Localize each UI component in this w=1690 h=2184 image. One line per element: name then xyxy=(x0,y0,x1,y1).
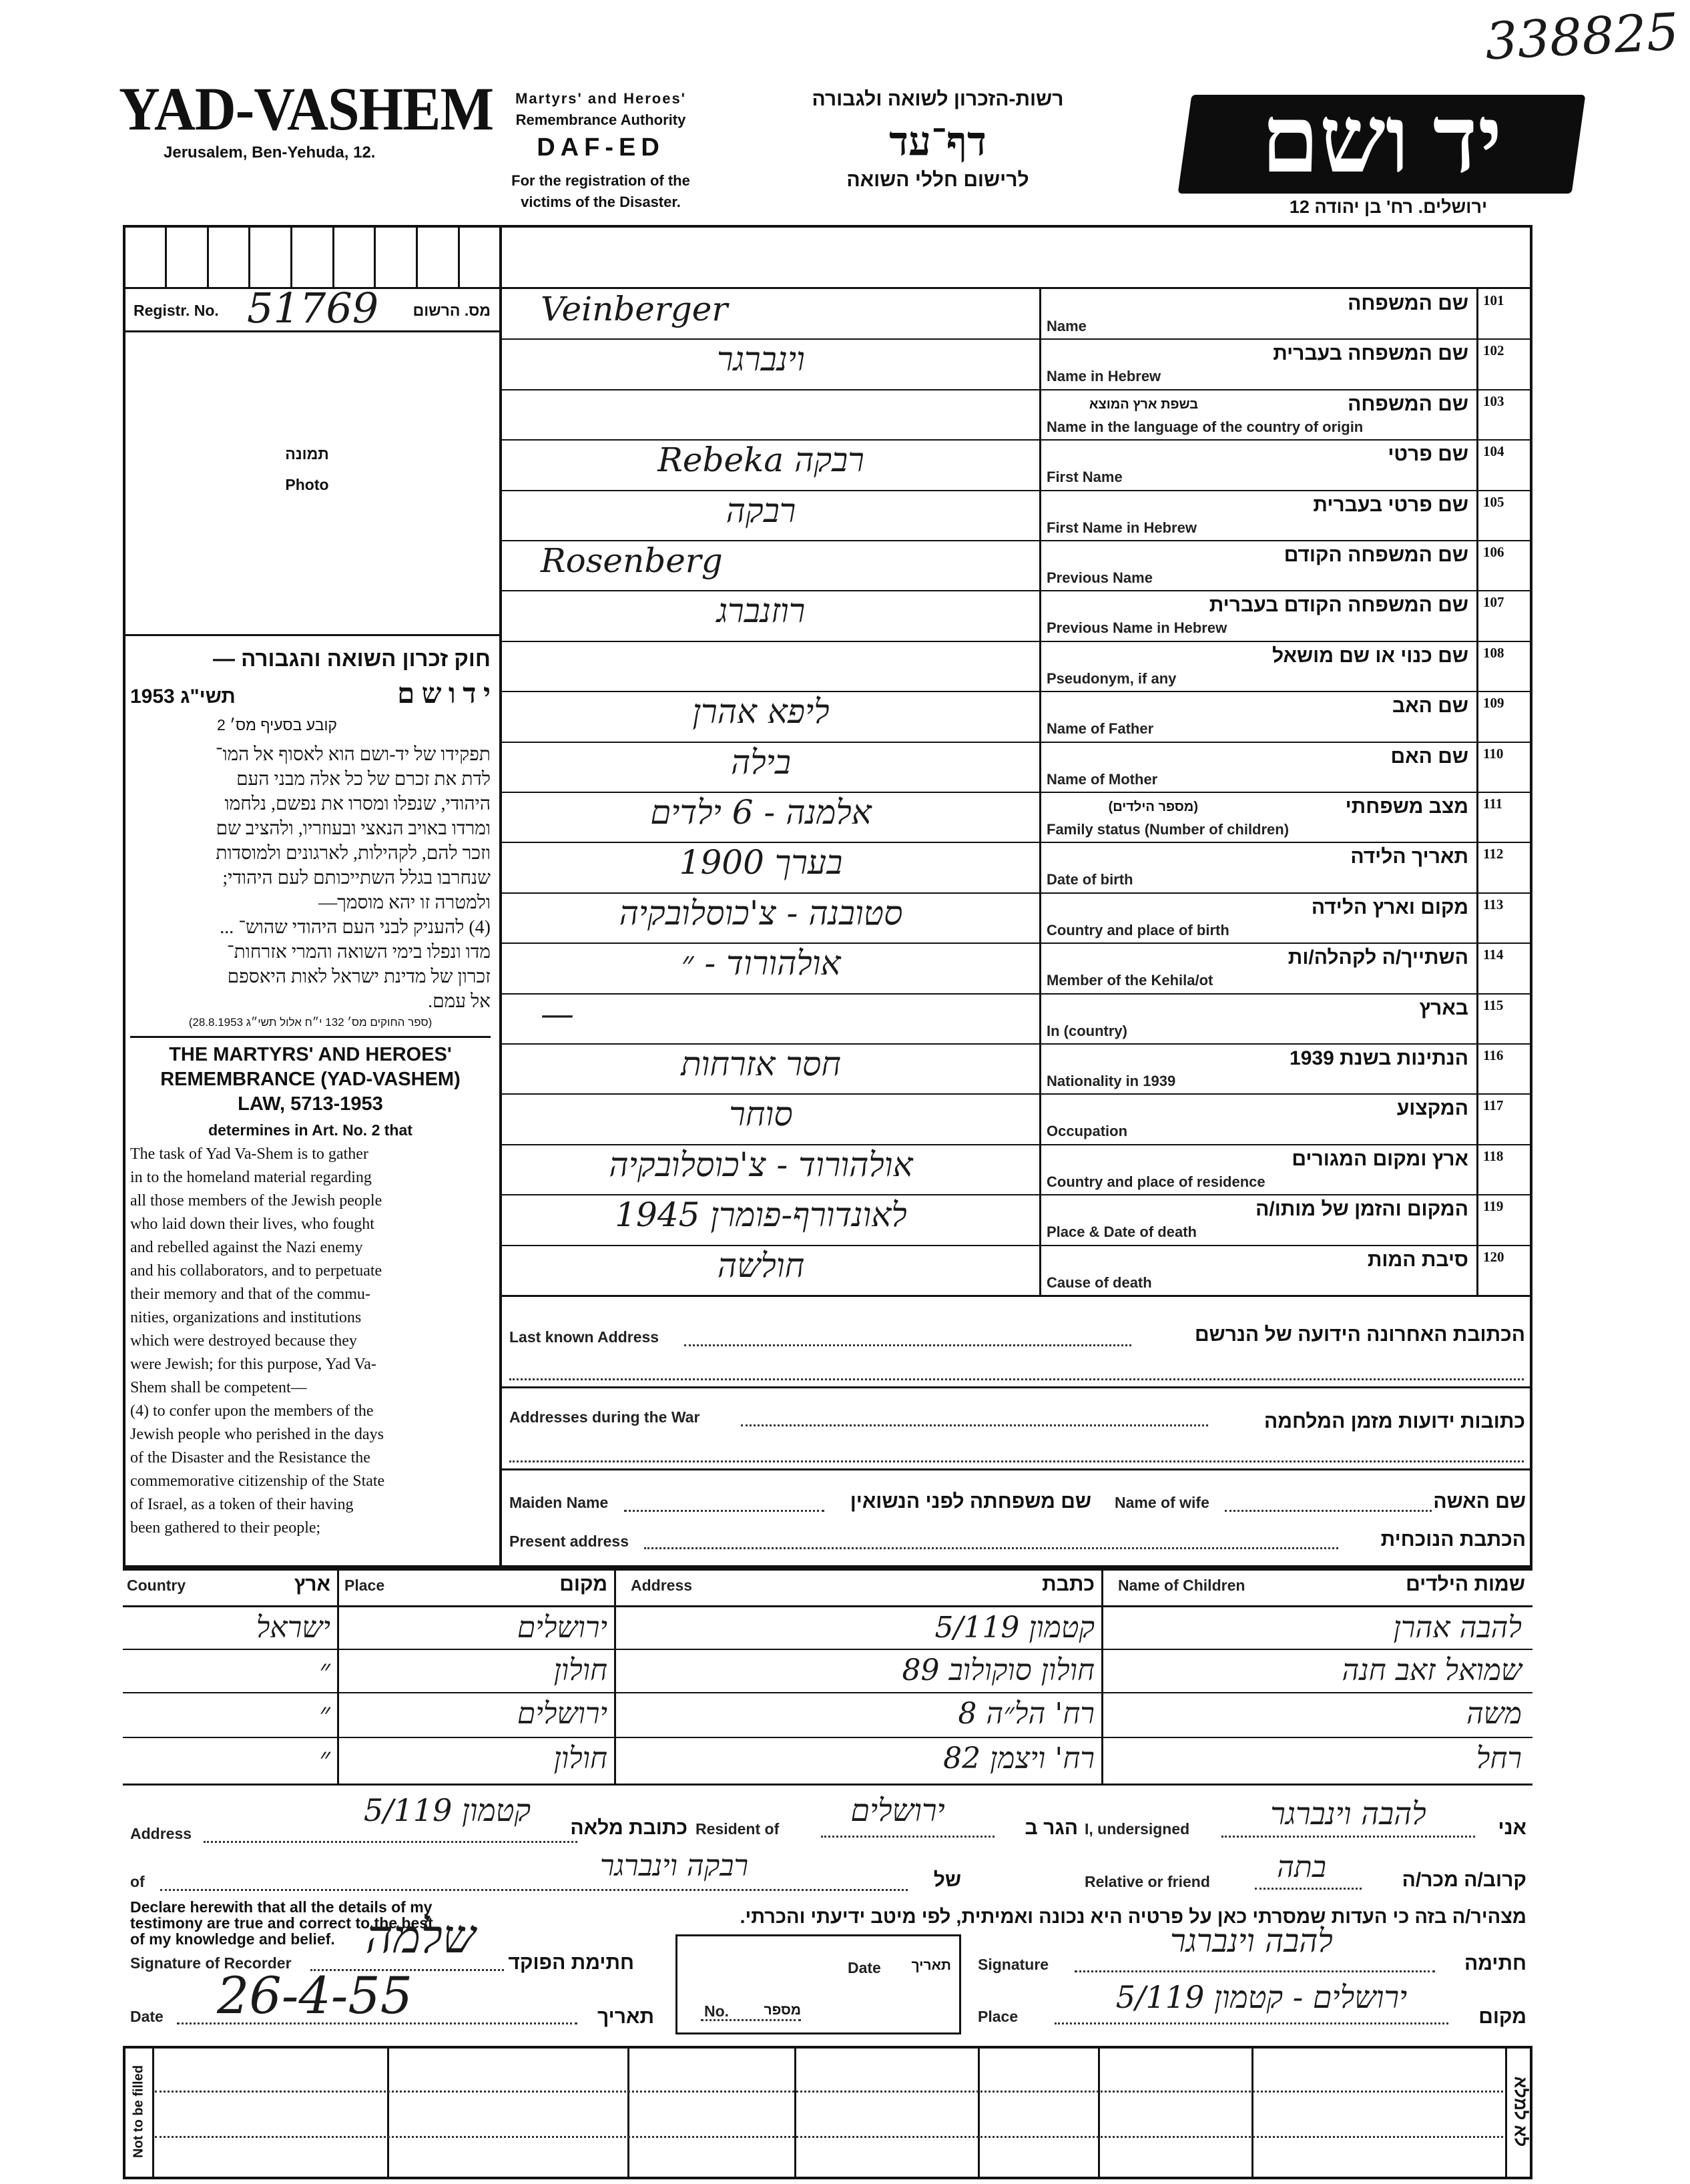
field-value: סטובנה - צ'כוסלובקיה xyxy=(619,894,903,932)
registration-number: 51769 xyxy=(247,284,379,332)
law-divider xyxy=(130,1036,491,1038)
field-label-en: First Name in Hebrew xyxy=(1047,519,1197,536)
field-label-he: שם המשפחה xyxy=(1348,393,1468,415)
field-number: 113 xyxy=(1483,896,1504,912)
reg-box-divider xyxy=(458,225,460,288)
children-name-header: Name of Children xyxy=(1118,1577,1245,1594)
resident-line xyxy=(821,1836,995,1838)
reg-box-divider xyxy=(207,225,209,288)
field-value: ליפא אהרן xyxy=(692,692,830,731)
relative-label: Relative or friend xyxy=(1085,1873,1210,1890)
field-value: חסר אזרחות xyxy=(681,1045,841,1083)
field-label-he: שם האב xyxy=(1392,695,1468,717)
field-row-divider xyxy=(501,641,1532,642)
law-en-line: been gathered to their people; xyxy=(130,1519,321,1537)
office-box-no-label: No. xyxy=(704,2002,730,2020)
field-label-he: שם המשפחה הקודם xyxy=(1284,544,1468,566)
present-address-label: Present address xyxy=(509,1533,629,1550)
children-table-bottom xyxy=(123,1784,1532,1786)
child-name: שמואל זאב חנה xyxy=(1342,1653,1522,1687)
law-name: י ד ו ש ם xyxy=(397,679,491,710)
field-label-en: Member of the Kehila/ot xyxy=(1047,972,1213,989)
maiden-name-line xyxy=(624,1510,824,1512)
field-number: 101 xyxy=(1483,292,1504,308)
field-label-he: שם פרטי xyxy=(1388,443,1468,465)
office-grid-col xyxy=(1251,2046,1253,2179)
children-col-divider xyxy=(337,1568,339,1786)
law-body-en xyxy=(130,1143,491,1540)
law-name-he xyxy=(130,678,491,710)
field-number: 110 xyxy=(1483,746,1504,762)
wife-name-label: Name of wife xyxy=(1115,1494,1209,1511)
field-value: לאונדורף-פומרן 1945 xyxy=(615,1195,907,1234)
field-label-he: שם האם xyxy=(1390,746,1468,768)
of-label: of xyxy=(130,1873,145,1890)
child-address: חולון סוקולוב 89 xyxy=(902,1653,1095,1687)
office-grid-col xyxy=(152,2046,154,2179)
law-en-line: all those members of the Jewish people xyxy=(130,1192,382,1209)
field-number: 106 xyxy=(1483,544,1504,560)
child-name: להבה אהרן xyxy=(1393,1611,1522,1645)
authority-english xyxy=(481,88,721,131)
field-label-en: Previous Name in Hebrew xyxy=(1047,619,1227,636)
law-en-line: Jewish people who perished in the days xyxy=(130,1426,384,1443)
maiden-name-label-he: שם משפחתה לפני הנשואין xyxy=(850,1490,1091,1513)
law-en-line: of Israel, as a token of their having xyxy=(130,1496,354,1513)
authority-hebrew: רשות-הזכרון לשואה ולגבורה xyxy=(812,88,1064,110)
field-label-en: Family status (Number of children) xyxy=(1047,821,1290,838)
present-address-line xyxy=(644,1547,1338,1549)
child-name: משה xyxy=(1466,1697,1522,1731)
logo-hebrew: יד ושם xyxy=(1261,89,1502,192)
child-country: ״ xyxy=(319,1697,330,1731)
child-place: ירושלים xyxy=(517,1697,607,1731)
field-label-he: סיבת המות xyxy=(1367,1249,1468,1271)
purpose-line-2: victims of the Disaster. xyxy=(521,194,681,210)
field-number: 117 xyxy=(1483,1097,1504,1113)
field-label-en: First Name xyxy=(1047,469,1123,485)
law-en-line: were Jewish; for this purpose, Yad Va- xyxy=(130,1356,376,1373)
law-he-line: שנחרבו בגלל השתייכותם לעם היהודי; xyxy=(222,868,491,888)
child-country: ״ xyxy=(319,1653,330,1687)
field-number: 116 xyxy=(1483,1047,1504,1063)
field-label-en: Name in the language of the country of origin xyxy=(1047,419,1364,435)
address-hebrew: ירושלים. רח' בן יהודה 12 xyxy=(1289,197,1488,217)
field-value: אלמנה - 6 ילדים xyxy=(650,793,872,832)
field-number: 103 xyxy=(1483,393,1504,409)
recorder-signature-label: Signature of Recorder xyxy=(130,1954,292,1972)
field-value: אולהורוד - ״ xyxy=(681,944,841,983)
field-label-en: Cause of death xyxy=(1047,1274,1152,1291)
law-title-en-3: LAW, 5713-1953 xyxy=(238,1093,383,1115)
reg-box-divider xyxy=(416,225,418,288)
reg-box-divider xyxy=(165,225,167,288)
law-he-line: תפקידו של יד-ושם הוא לאסוף אל המו־ xyxy=(215,744,491,765)
law-en-line: and rebelled against the Nazi enemy xyxy=(130,1239,363,1256)
office-grid-row xyxy=(155,2136,1503,2138)
field-label-en: Country and place of residence xyxy=(1047,1173,1265,1190)
law-determines-en: determines in Art. No. 2 that xyxy=(208,1121,412,1139)
field-value: רבקה xyxy=(726,491,796,530)
child-name: רחל xyxy=(1476,1741,1522,1776)
law-en-line: nities, organizations and institutions xyxy=(130,1309,362,1326)
war-address-line xyxy=(741,1424,1208,1426)
relative-label-he: קרוב/ה מכר/ה xyxy=(1402,1869,1526,1891)
of-line xyxy=(160,1889,908,1891)
law-en-line: which were destroyed because they xyxy=(130,1332,357,1350)
law-en-line: and his collaborators, and to perpetuate xyxy=(130,1262,382,1280)
field-label-he: שם המשפחה בעברית xyxy=(1273,342,1468,364)
date-label: Date xyxy=(130,2008,164,2025)
undersigned-label: I, undersigned xyxy=(1085,1820,1190,1838)
reg-box-divider xyxy=(290,225,292,288)
field-number: 119 xyxy=(1483,1198,1504,1214)
of-label-he: של xyxy=(933,1869,961,1891)
field-number: 109 xyxy=(1483,695,1504,711)
last-known-address-line-2 xyxy=(509,1378,1524,1380)
address-label: Address xyxy=(130,1825,192,1842)
children-country-header: Country xyxy=(127,1577,186,1594)
children-place-header-he: מקום xyxy=(559,1573,607,1595)
not-to-be-filled-label-he: לא למלא xyxy=(1510,2076,1531,2147)
field-number: 104 xyxy=(1483,443,1504,459)
field-value: בערך 1900 xyxy=(679,843,843,882)
law-title-he: חוק זכרון השואה והגבורה — xyxy=(212,646,491,671)
signature-label: Signature xyxy=(978,1956,1049,1973)
wife-name-line xyxy=(1225,1510,1432,1512)
child-country: ישראל xyxy=(256,1611,330,1645)
field-value: Veinberger xyxy=(541,290,728,328)
registration-label-en: Registr. No. xyxy=(133,302,219,319)
field-number: 112 xyxy=(1483,846,1504,862)
photo-label-he: תמונה xyxy=(285,445,329,463)
office-grid-col xyxy=(1505,2046,1507,2179)
date-label-he: תאריך xyxy=(597,2006,654,2028)
field-label-he: מקום וארץ הלידה xyxy=(1311,896,1468,918)
field-row-divider xyxy=(501,389,1532,390)
hline-address-low xyxy=(501,1468,1532,1470)
field-label-en: Country and place of birth xyxy=(1047,922,1229,938)
place-line xyxy=(1055,2022,1448,2024)
vline-left-panel xyxy=(499,225,502,1568)
undersigned-value: להבה וינברגר xyxy=(1270,1796,1426,1832)
purpose-line-1: For the registration of the xyxy=(511,172,690,189)
address-value: קטמון 5/119 xyxy=(363,1792,531,1828)
field-label-en: In (country) xyxy=(1047,1023,1127,1039)
address-line xyxy=(204,1841,577,1843)
reg-box-divider xyxy=(332,225,334,288)
resident-label: Resident of xyxy=(695,1820,780,1838)
law-en-line: Shem shall be competent— xyxy=(130,1379,307,1396)
law-title-en-1: THE MARTYRS' AND HEROES' xyxy=(169,1044,452,1065)
office-box-date-label-he: תאריך xyxy=(911,1958,951,1973)
last-known-address-label: Last known Address xyxy=(509,1328,659,1346)
date-value: 26-4-55 xyxy=(217,1966,413,2025)
daf-ed-english: DAF-ED xyxy=(537,133,665,162)
children-country-header-he: ארץ xyxy=(294,1573,330,1595)
law-title-en-2: REMEMBRANCE (YAD-VASHEM) xyxy=(160,1069,461,1090)
children-col-divider xyxy=(614,1568,616,1786)
resident-value: ירושלים xyxy=(850,1792,945,1828)
office-grid xyxy=(123,2046,1532,2179)
field-label-he: שם פרטי בעברית xyxy=(1313,494,1468,516)
law-year: תשי"ג 1953 xyxy=(130,686,236,708)
date-line xyxy=(177,2022,577,2024)
law-gazette-he: (ספר החוקים מס׳ 132 י״ח אלול תשי״ג 28.8.1953) xyxy=(188,1016,433,1029)
purpose-hebrew: לרישום חללי השואה xyxy=(846,169,1029,191)
field-label-en: Name of Mother xyxy=(1047,771,1158,788)
declaration-en-1: Declare herewith that all the details of my xyxy=(130,1898,433,1916)
child-country: ״ xyxy=(319,1741,330,1776)
resident-label-he: הגר ב xyxy=(1025,1817,1078,1839)
children-address-header-he: כתבת xyxy=(1042,1573,1095,1595)
law-body-he xyxy=(130,742,491,1014)
law-section-he: קובע בסעיף מס׳ 2 xyxy=(217,716,337,734)
office-grid-col xyxy=(1098,2046,1100,2179)
field-label-he: מצב משפחתי xyxy=(1345,796,1468,818)
full-address-label-he: כתובת מלאה xyxy=(570,1817,687,1839)
field-value: בילה xyxy=(731,743,791,782)
law-en-line: of the Disaster and the Resistance the xyxy=(130,1449,370,1466)
maiden-name-label: Maiden Name xyxy=(509,1494,609,1511)
field-label-en: Place & Date of death xyxy=(1047,1223,1197,1240)
field-value: רבקה Rebeka xyxy=(657,441,864,479)
declaration-text-he: מצהיר/ה בזה כי העדות שמסרתי כאן על פרטיה היא נכונה ואמיתית, לפי מיטב ידיעתי והכרתי. xyxy=(740,1906,1526,1928)
law-en-line: The task of Yad Va-Shem is to gather xyxy=(130,1145,368,1163)
field-label-en: Name of Father xyxy=(1047,720,1154,737)
office-box-no-label-he: מספר xyxy=(764,2002,801,2018)
child-address: רח' ויצמן 82 xyxy=(943,1741,1095,1776)
law-he-line: היהודי, שנפלו ומסרו את נפשם, נלחמו xyxy=(224,794,491,814)
field-value: וינברגר xyxy=(717,340,805,378)
field-number: 108 xyxy=(1483,645,1504,661)
field-value: חולשה xyxy=(717,1246,805,1285)
office-box-date-label: Date xyxy=(848,1959,881,1976)
war-address-label: Addresses during the War xyxy=(509,1408,700,1426)
authority-line-2: Remembrance Authority xyxy=(515,111,686,128)
declaration-en-3: of my knowledge and belief. xyxy=(130,1930,335,1948)
recorder-label-he: חתימת הפוקד xyxy=(508,1952,634,1974)
place-label-he: מקום xyxy=(1478,2006,1526,2028)
relative-value: בתה xyxy=(1277,1850,1326,1884)
children-name-header-he: שמות הילדים xyxy=(1406,1573,1525,1595)
office-box-no-line xyxy=(701,2019,801,2021)
hline-fields-bottom xyxy=(501,1295,1532,1297)
of-value: רבקה וינברגר xyxy=(599,1849,749,1883)
undersigned-label-he: אני xyxy=(1498,1817,1526,1839)
office-grid-col xyxy=(387,2046,389,2179)
field-label-he: שם המשפחה xyxy=(1348,292,1468,314)
photo-label-en: Photo xyxy=(285,476,329,493)
field-label-he: שם כנוי או שם מושאל xyxy=(1272,645,1468,667)
war-address-label-he: כתובות ידועות מזמן המלחמה xyxy=(1263,1410,1525,1432)
field-number: 120 xyxy=(1483,1249,1504,1265)
field-label-he-small: (מספר הילדים) xyxy=(1108,800,1198,814)
law-en-line: who laid down their lives, who fought xyxy=(130,1215,374,1233)
field-number: 111 xyxy=(1483,796,1503,812)
field-number: 115 xyxy=(1483,997,1504,1013)
not-to-be-filled-label: Not to be filled xyxy=(131,2065,146,2158)
daf-ed-hebrew: דף־עד xyxy=(889,119,987,164)
field-label-en: Nationality in 1939 xyxy=(1047,1073,1176,1089)
children-header-top xyxy=(123,1568,1532,1571)
law-title-en xyxy=(130,1043,491,1117)
hline-top-row-right xyxy=(499,287,1532,289)
children-col-divider xyxy=(1101,1568,1103,1786)
children-address-header: Address xyxy=(631,1577,693,1594)
field-label-he: תאריך הלידה xyxy=(1350,846,1468,868)
purpose-english xyxy=(481,170,721,213)
office-grid-col xyxy=(627,2046,629,2179)
field-number: 107 xyxy=(1483,594,1504,610)
hline-photo-bottom xyxy=(123,634,501,636)
law-en-line: their memory and that of the commu- xyxy=(130,1286,370,1303)
office-grid-col xyxy=(794,2046,796,2179)
child-place: חולון xyxy=(553,1741,607,1776)
field-value: — xyxy=(541,995,574,1033)
place-label: Place xyxy=(978,2008,1019,2025)
field-number: 114 xyxy=(1483,946,1504,963)
field-label-he-small: בשפת ארץ המוצא xyxy=(1089,397,1198,412)
children-place-header: Place xyxy=(344,1577,385,1594)
field-value: אולהורוד - צ'כוסלובקיה xyxy=(609,1145,913,1184)
field-number: 105 xyxy=(1483,494,1504,510)
field-number: 102 xyxy=(1483,342,1504,358)
office-grid-col xyxy=(978,2046,980,2179)
wife-name-label-he: שם האשה xyxy=(1433,1490,1526,1513)
field-label-he: המקצוע xyxy=(1396,1097,1468,1119)
last-known-address-label-he: הכתובת האחרונה הידועה של הנרשם xyxy=(1194,1324,1525,1346)
signature-label-he: חתימה xyxy=(1464,1952,1526,1974)
field-label-he: שם המשפחה הקודם בעברית xyxy=(1209,594,1468,616)
field-label-he: השתייך/ה לקהלה/ות xyxy=(1288,946,1468,969)
law-en-line: in to the homeland material regarding xyxy=(130,1169,372,1186)
field-label-he: ארץ ומקום המגורים xyxy=(1292,1148,1468,1170)
field-value: Rosenberg xyxy=(541,541,723,580)
registration-label-he: מס. הרשום xyxy=(412,302,491,319)
place-value: ירושלים - קטמון 5/119 xyxy=(1115,1979,1408,2015)
declaration-en-2: testimony are true and correct to the best xyxy=(130,1914,433,1932)
law-he-line: ומרדו באויב הנאצי ובעוזריו, ולהציב שם xyxy=(216,818,491,839)
hline-address-mid xyxy=(501,1386,1532,1388)
law-en-line: (4) to confer upon the members of the xyxy=(130,1402,374,1420)
undersigned-line xyxy=(1221,1836,1475,1838)
field-label-he: המקום והזמן של מותו/ה xyxy=(1255,1198,1468,1220)
field-value: רוזנברג xyxy=(716,591,806,630)
office-grid-row xyxy=(155,2091,1503,2093)
recorder-signature-value: שלמה xyxy=(365,1909,476,1964)
war-address-line-2 xyxy=(509,1460,1524,1462)
law-he-line: לדת את זכרם של כל אלה מבני העם xyxy=(236,769,491,790)
law-he-line: מדו ונפלו בימי השואה והמרי אזרחות־ xyxy=(226,942,491,963)
signature-value: להבה וינברגר xyxy=(1170,1922,1333,1960)
logo-english: YAD-VASHEM xyxy=(119,75,494,143)
field-label-he: בארץ xyxy=(1419,997,1468,1019)
child-place: ירושלים xyxy=(517,1611,607,1645)
last-known-address-line xyxy=(684,1344,1131,1346)
field-label-en: Previous Name xyxy=(1047,569,1153,586)
law-he-line: ולמטרה זו יהא מוסמך— xyxy=(318,892,491,913)
law-he-line: וזכר להם, לקהילות, לארגונים ולמוסדות xyxy=(216,843,491,864)
field-value: סוחר xyxy=(729,1095,793,1133)
child-address: קטמון 5/119 xyxy=(934,1611,1095,1645)
law-he-line: (4) להעניק לבני העם היהודי שהוש־ ... xyxy=(220,917,491,938)
field-number: 118 xyxy=(1483,1148,1504,1164)
law-he-line: אל עמם. xyxy=(428,991,491,1012)
field-label-he: הנתינות בשנת 1939 xyxy=(1290,1047,1468,1069)
child-place: חולון xyxy=(553,1653,607,1687)
reg-box-divider xyxy=(248,225,250,288)
field-label-en: Date of birth xyxy=(1047,871,1133,888)
field-label-en: Name xyxy=(1047,318,1087,334)
authority-line-1: Martyrs' and Heroes' xyxy=(515,90,686,107)
field-label-en: Name in Hebrew xyxy=(1047,368,1161,384)
field-label-en: Pseudonym, if any xyxy=(1047,670,1177,687)
present-address-label-he: הכתבת הנוכחית xyxy=(1380,1529,1526,1551)
law-he-line: זכרון של מדינת ישראל לאות היאספם xyxy=(227,967,491,987)
relative-line xyxy=(1255,1888,1362,1890)
archive-stamp-number: 338825 xyxy=(1483,1,1681,71)
signature-line xyxy=(1075,1970,1435,1972)
address-english: Jerusalem, Ben-Yehuda, 12. xyxy=(164,144,376,162)
child-address: רח' הל״ה 8 xyxy=(958,1697,1095,1731)
field-label-en: Occupation xyxy=(1047,1123,1128,1139)
reg-box-divider xyxy=(374,225,376,288)
law-en-line: commemorative citizenship of the State xyxy=(130,1472,385,1490)
